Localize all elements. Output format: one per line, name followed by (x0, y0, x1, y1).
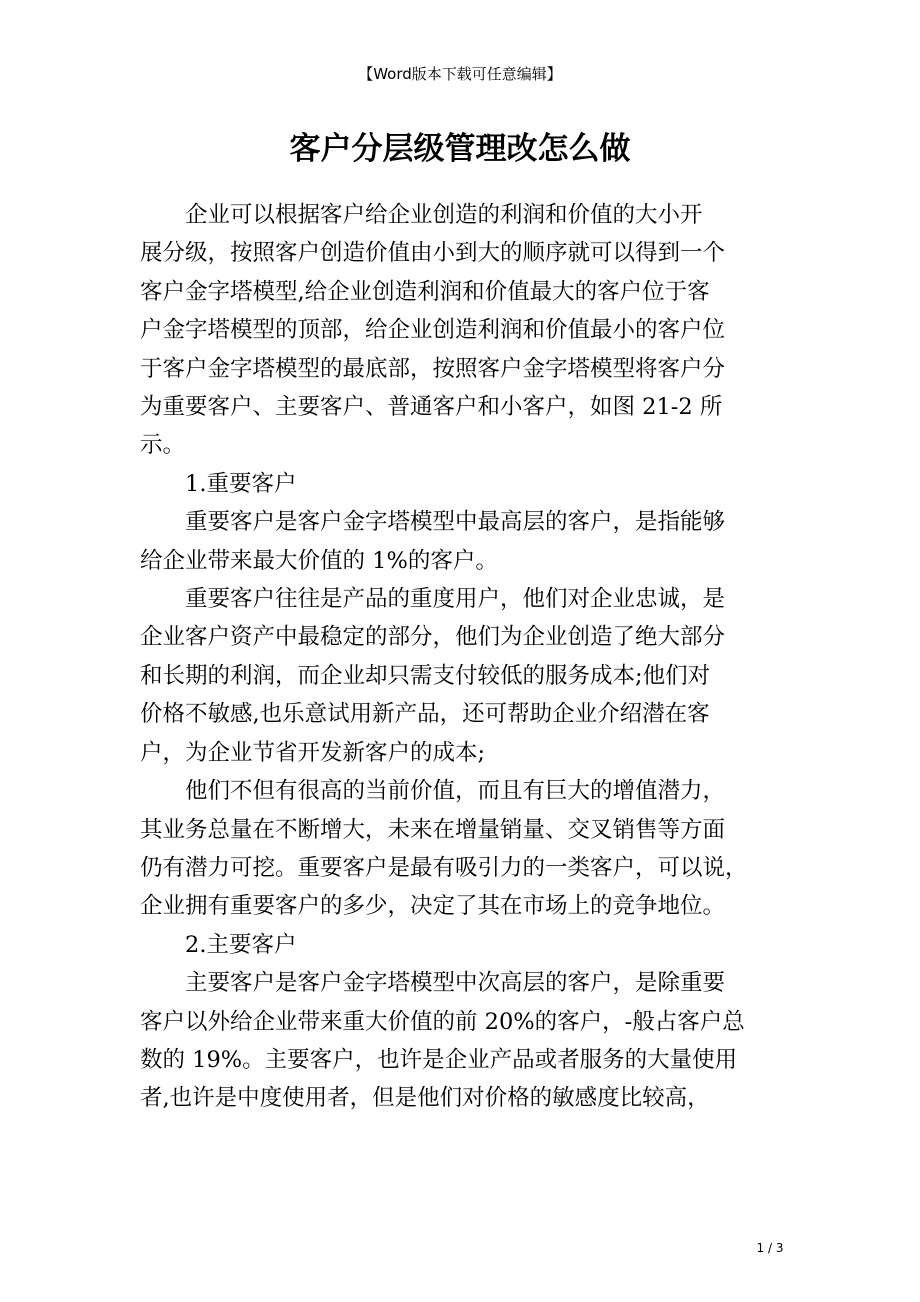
page-title: 客户分层级管理改怎么做 (289, 131, 631, 167)
section-heading-main-customers: 2.主要客户 (185, 931, 297, 958)
paragraph-intro: 企业可以根据客户给企业创造的利润和价值的大小开 展分级，按照客户创造价值由小到大的顺序就可以得到一个 客户金字塔模型,给企业创造利润和价值最大的客户位于客 户金字塔模型的顶部，给企业创造利润和价值最小的客户位 于客户金字塔模型的最底部，按照客户金字塔模型将客户分 为重要客户、主要客户、普通客户和小客户，如图 21-2 所 示。 (140, 202, 726, 459)
section-heading-important-customers: 1.重要客户 (185, 470, 297, 497)
paragraph-important-potential: 他们不但有很高的当前价值，而且有巨大的增值潜力， 其业务总量在不断增大，未来在增量销量、交叉销售等方面 仍有潜力可挖。重要客户是最有吸引力的一类客户，可以说， 企业拥有重要客户的多少，决定了其在市场上的竞争地位。 (140, 778, 748, 920)
page-number: 1 / 3 (756, 1241, 784, 1255)
document-body (140, 196, 788, 1118)
paragraph-main-definition: 主要客户是客户金字塔模型中次高层的客户，是除重要 客户以外给企业带来重大价值的前 20%的客户，-般占客户总 数的 19%。主要客户，也许是企业产品或者服务的大量使用 者,也许是中度使用者，但是他们对价格的敏感度比较高， (140, 970, 745, 1112)
page-header: 【Word版本下载可任意编辑】 (358, 65, 562, 83)
paragraph-important-definition: 重要客户是客户金字塔模型中最高层的客户，是指能够 给企业带来最大价值的 1%的客户。 (140, 509, 726, 574)
paragraph-important-traits: 重要客户往往是产品的重度用户，他们对企业忠诚，是 企业客户资产中最稳定的部分，他们为企业创造了绝大部分 和长期的利润，而企业却只需支付较低的服务成本;他们对 价格不敏感,也乐意试用新产品，还可帮助企业介绍潜在客 户，为企业节省开发新客户的成本; (140, 586, 726, 766)
